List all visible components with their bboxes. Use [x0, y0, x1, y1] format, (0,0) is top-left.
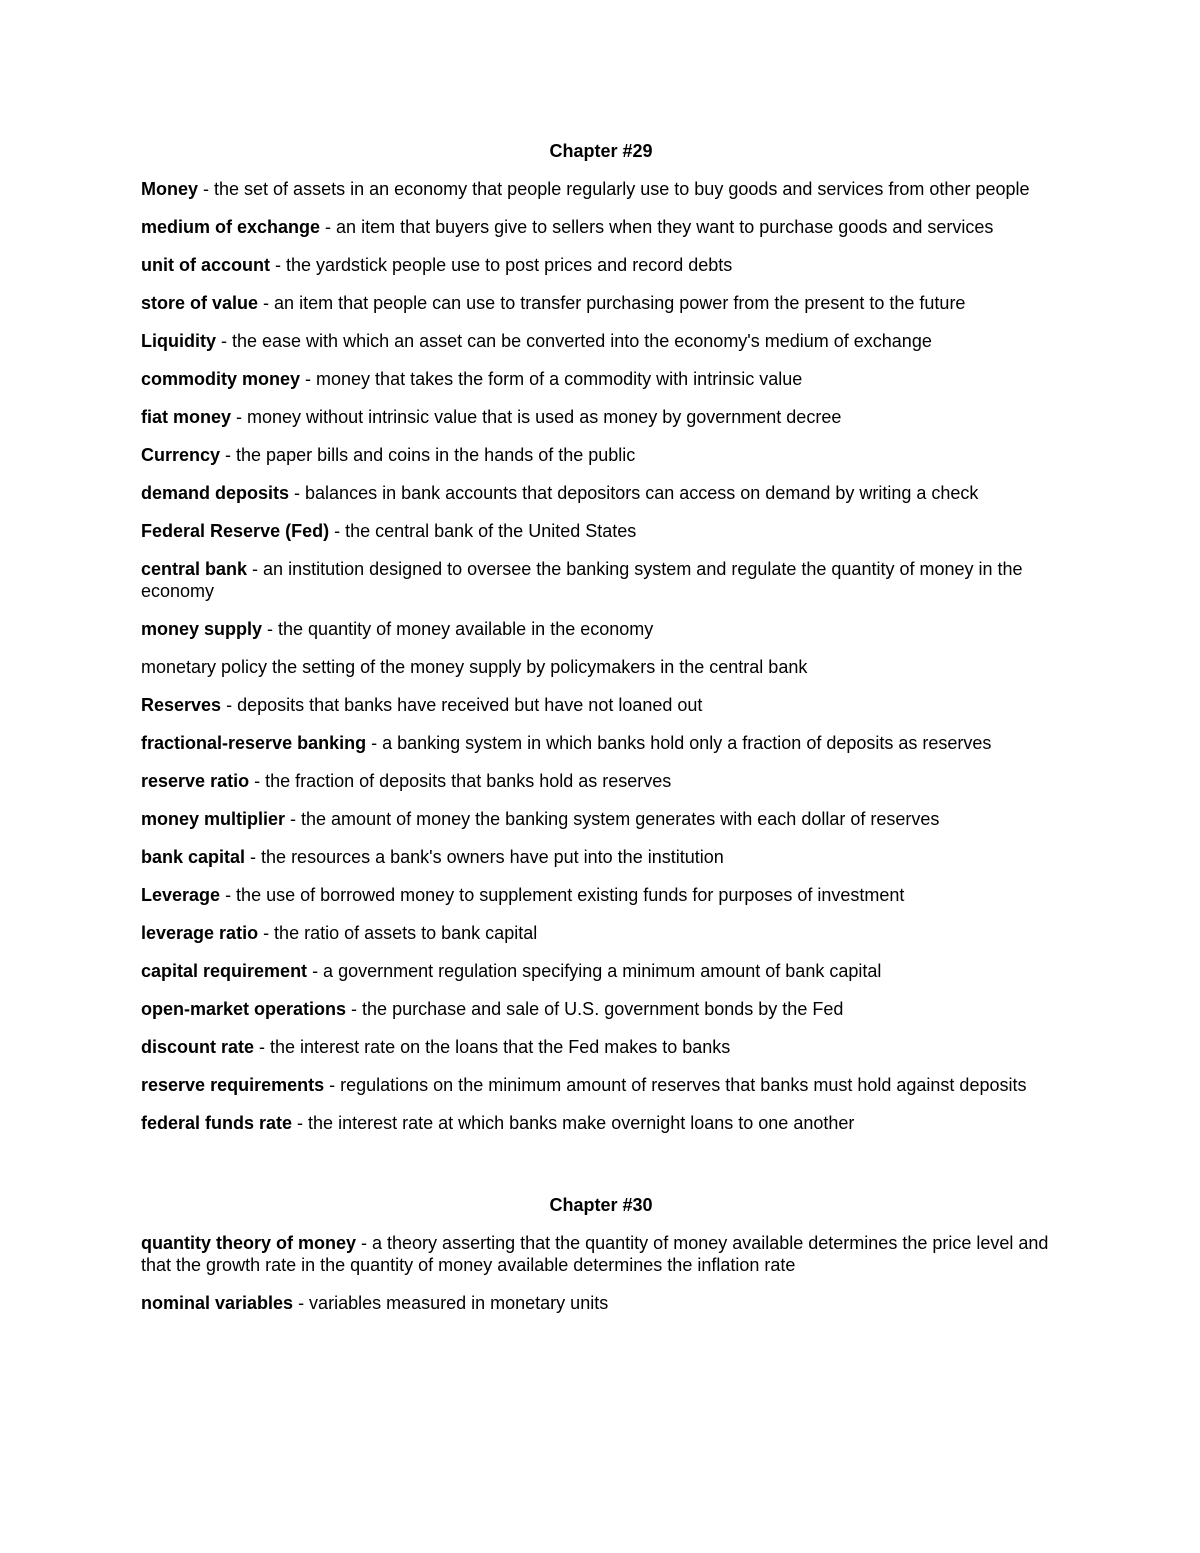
glossary-entry [141, 694, 1061, 716]
entry-term: Leverage [141, 885, 221, 905]
glossary-entry [141, 656, 1061, 678]
entry-term: demand deposits [141, 483, 290, 503]
entry-definition: - the purchase and sale of U.S. government bonds by the Fed [346, 999, 844, 1019]
entry-term: Federal Reserve (Fed) [141, 521, 330, 541]
entry-definition: - the ratio of assets to bank capital [258, 923, 538, 943]
entry-definition: - balances in bank accounts that depositors can access on demand by writing a check [289, 483, 979, 503]
chapter-29-section [141, 140, 1061, 1134]
glossary-entry [141, 292, 1061, 314]
entry-term: fractional-reserve banking [141, 733, 367, 753]
entry-term: money multiplier [141, 809, 286, 829]
entry-definition: - the interest rate on the loans that the Fed makes to banks [254, 1037, 731, 1057]
entry-definition: - the use of borrowed money to supplement existing funds for purposes of investment [220, 885, 905, 905]
glossary-entry [141, 808, 1061, 830]
glossary-entry [141, 1074, 1061, 1096]
entry-term: money supply [141, 619, 263, 639]
entry-term: Money [141, 179, 199, 199]
glossary-entry [141, 618, 1061, 640]
entry-term: Currency [141, 445, 221, 465]
glossary-entry [141, 884, 1061, 906]
entry-definition: - variables measured in monetary units [293, 1293, 609, 1313]
entry-term: capital requirement [141, 961, 308, 981]
entry-term: discount rate [141, 1037, 255, 1057]
entry-term: central bank [141, 559, 248, 579]
entry-term: bank capital [141, 847, 246, 867]
entry-definition: - an institution designed to oversee the banking system and regulate the quantity of money in the economy [141, 559, 1023, 601]
glossary-entry [141, 960, 1061, 982]
glossary-entry [141, 1036, 1061, 1058]
glossary-entry [141, 520, 1061, 542]
chapter-heading: Chapter #29 [549, 141, 653, 161]
entry-definition: - money that takes the form of a commodity with intrinsic value [300, 369, 803, 389]
entry-definition: monetary policy the setting of the money supply by policymakers in the central bank [141, 657, 808, 677]
entry-term: quantity theory of money [141, 1233, 357, 1253]
entry-term: commodity money [141, 369, 301, 389]
entry-definition: - the resources a bank's owners have put into the institution [245, 847, 724, 867]
chapter-heading: Chapter #30 [549, 1195, 653, 1215]
document-page [141, 140, 1061, 1330]
entry-definition: - a banking system in which banks hold only a fraction of deposits as reserves [366, 733, 992, 753]
entry-term: federal funds rate [141, 1113, 293, 1133]
entry-term: Liquidity [141, 331, 216, 351]
glossary-entry [141, 178, 1061, 200]
entry-definition: - the interest rate at which banks make overnight loans to one another [292, 1113, 855, 1133]
entry-term: medium of exchange [141, 217, 321, 237]
glossary-entry [141, 330, 1061, 352]
glossary-entry [141, 558, 1061, 602]
glossary-entry [141, 444, 1061, 466]
entry-term: open-market operations [141, 999, 347, 1019]
entry-definition: - a theory asserting that the quantity of money available determines the price level and that the growth rate in the quantity of money available determines the inflation rate [141, 1233, 1049, 1275]
entry-definition: - the ease with which an asset can be converted into the economy's medium of exchange [216, 331, 932, 351]
glossary-entry [141, 216, 1061, 238]
entry-definition: - regulations on the minimum amount of reserves that banks must hold against deposits [324, 1075, 1027, 1095]
entry-definition: - money without intrinsic value that is used as money by government decree [231, 407, 842, 427]
entry-term: nominal variables [141, 1293, 294, 1313]
entry-term: unit of account [141, 255, 270, 275]
entry-definition: - the fraction of deposits that banks hold as reserves [249, 771, 672, 791]
glossary-entry [141, 846, 1061, 868]
entry-definition: - the yardstick people use to post prices and record debts [270, 255, 733, 275]
entry-definition: - the central bank of the United States [329, 521, 637, 541]
entry-definition: - the amount of money the banking system generates with each dollar of reserves [285, 809, 940, 829]
entry-definition: - the set of assets in an economy that people regularly use to buy goods and services from other people [198, 179, 1030, 199]
glossary-entry [141, 922, 1061, 944]
entry-definition: - the quantity of money available in the economy [262, 619, 654, 639]
glossary-entry [141, 732, 1061, 754]
entry-term: reserve ratio [141, 771, 250, 791]
glossary-entry [141, 1292, 1061, 1314]
glossary-entry [141, 482, 1061, 504]
entry-term: leverage ratio [141, 923, 259, 943]
glossary-entry [141, 770, 1061, 792]
entry-term: store of value [141, 293, 259, 313]
entry-definition: - deposits that banks have received but have not loaned out [221, 695, 703, 715]
entry-definition: - an item that people can use to transfer purchasing power from the present to the future [258, 293, 966, 313]
glossary-entry [141, 254, 1061, 276]
entry-definition: - the paper bills and coins in the hands of the public [220, 445, 636, 465]
entry-term: Reserves [141, 695, 222, 715]
entry-definition: - a government regulation specifying a minimum amount of bank capital [307, 961, 882, 981]
glossary-entry [141, 1232, 1061, 1276]
glossary-entry [141, 1112, 1061, 1134]
glossary-entry [141, 406, 1061, 428]
entry-term: fiat money [141, 407, 232, 427]
glossary-entry [141, 998, 1061, 1020]
entry-term: reserve requirements [141, 1075, 325, 1095]
entry-definition: - an item that buyers give to sellers when they want to purchase goods and services [320, 217, 994, 237]
chapter-30-section [141, 1194, 1061, 1314]
glossary-entry [141, 368, 1061, 390]
